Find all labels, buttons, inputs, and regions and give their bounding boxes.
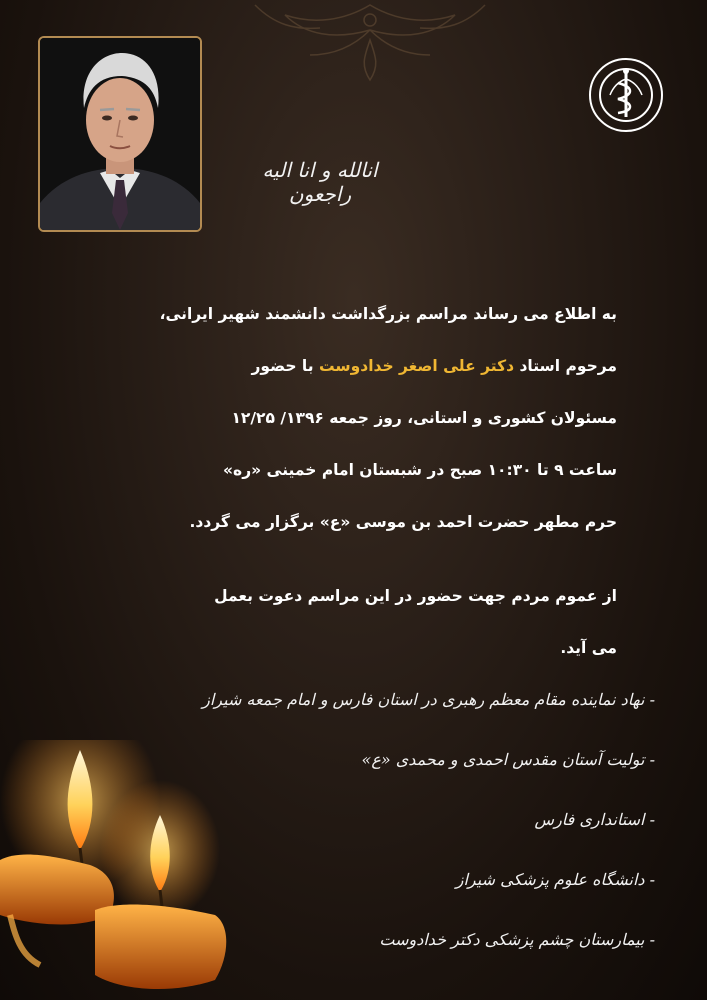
announcement-line-2 <box>190 340 617 392</box>
portrait-photo <box>38 36 202 232</box>
announcement-line-7: می آید. <box>560 639 617 657</box>
verse-heading: انالله و انا الیه راجعون <box>262 158 378 206</box>
announcement-line-6: از عموم مردم جهت حضور در این مراسم دعوت بعمل <box>214 587 617 605</box>
announcement-line-4: ساعت ۹ تا ۱۰:۳۰ صبح در شبستان امام خمینی «ره» <box>223 461 617 479</box>
organizer-item: - دانشگاه علوم پزشکی شیراز <box>455 870 655 889</box>
top-ornament <box>225 0 515 90</box>
announcement-line-1: به اطلاع می رساند مراسم بزرگداشت دانشمند شهیر ایرانی، <box>159 305 617 323</box>
organizers-list <box>202 670 655 970</box>
organizer-item: - استانداری فارس <box>534 810 655 829</box>
announcement-line-2-end: با حضور <box>251 357 319 375</box>
university-emblem-icon <box>586 55 666 135</box>
deceased-name: دکتر علی اصغر خدادوست <box>318 357 515 375</box>
portrait-illustration <box>40 38 200 230</box>
candles-illustration <box>0 740 230 1000</box>
organizer-item: - تولیت آستان مقدس احمدی و محمدی «ع» <box>361 750 655 769</box>
organizer-item: - بیمارستان چشم پزشکی دکتر خدادوست <box>379 930 655 949</box>
announcement-text <box>159 288 617 674</box>
organizer-item: - نهاد نماینده مقام معظم رهبری در استان فارس و امام جمعه شیراز <box>202 690 655 709</box>
announcement-line-2-start: مرحوم استاد <box>514 357 617 375</box>
announcement-line-5: حرم مطهر حضرت احمد بن موسی «ع» برگزار می گردد. <box>189 513 617 531</box>
announcement-line-3: مسئولان کشوری و استانی، روز جمعه ۱۳۹۶/ ۱۲/۲۵ <box>231 409 617 427</box>
